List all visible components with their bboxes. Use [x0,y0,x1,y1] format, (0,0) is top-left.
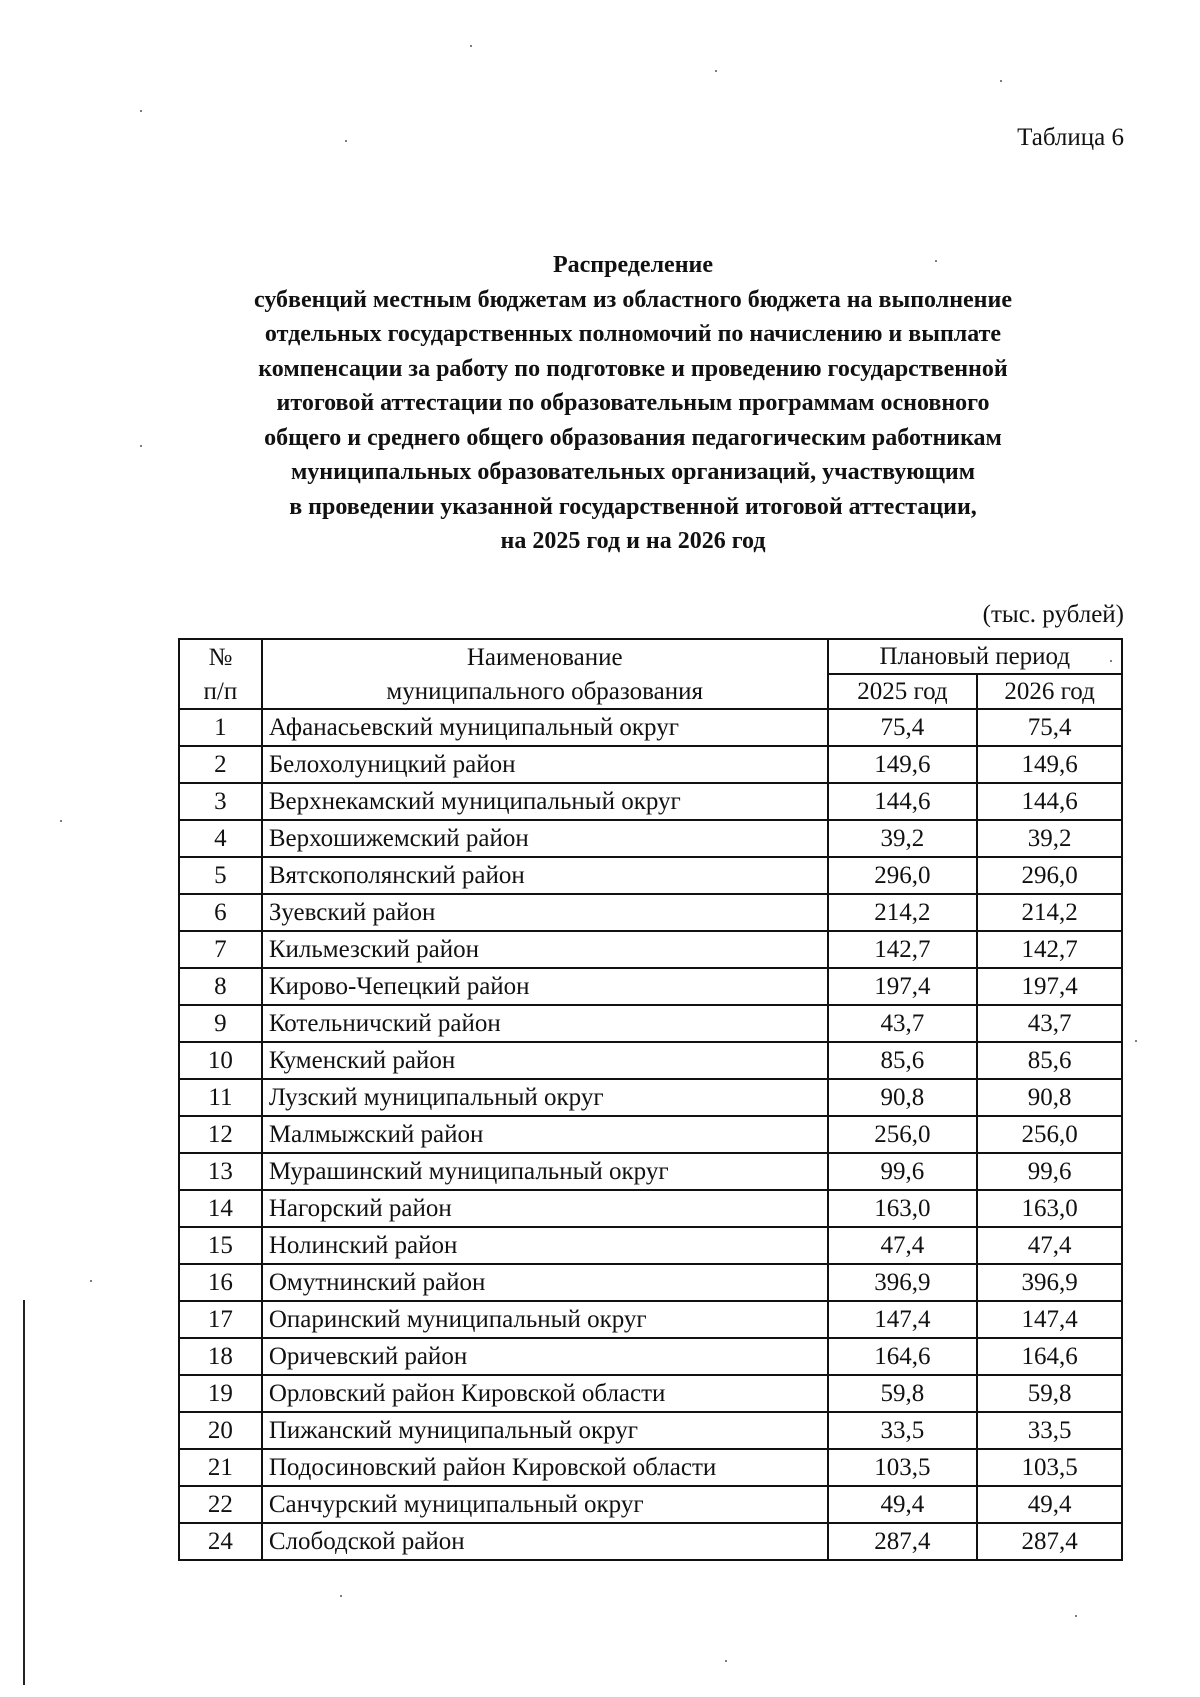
row-value-2025: 142,7 [828,931,978,968]
row-name: Оричевский район [262,1338,828,1375]
scan-speck [1075,1615,1077,1617]
row-value-2026: 396,9 [977,1264,1122,1301]
row-num: 6 [179,894,262,931]
table-row [179,1301,1122,1338]
row-value-2025: 43,7 [828,1005,978,1042]
row-name: Кирово-Чепецкий район [262,968,828,1005]
table-row [179,1375,1122,1412]
header-name-line1: Наименование [466,643,623,671]
row-value-2025: 39,2 [828,820,978,857]
header-num [179,639,262,674]
table-row [179,1079,1122,1116]
row-value-2025: 144,6 [828,783,978,820]
title-line: отдельных государственных полномочий по начислению и выплате [264,321,1002,347]
scan-speck [715,70,717,72]
row-value-2026: 164,6 [977,1338,1122,1375]
row-name: Вятскополянский район [262,857,828,894]
table-row [179,968,1122,1005]
scan-speck [60,820,62,822]
row-value-2026: 103,5 [977,1449,1122,1486]
table-row [179,1449,1122,1486]
row-value-2026: 47,4 [977,1227,1122,1264]
row-name: Верхошижемский район [262,820,828,857]
table-row [179,1190,1122,1227]
row-value-2026: 197,4 [977,968,1122,1005]
row-num: 3 [179,783,262,820]
table-row [179,1412,1122,1449]
table-row [179,1042,1122,1079]
title-line: в проведении указанной государственной итоговой аттестации, [289,493,977,520]
title-line: итоговой аттестации по образовательным программам основного [276,390,990,416]
row-name: Малмыжский район [262,1116,828,1153]
scan-speck [1110,660,1112,662]
scan-speck [1000,80,1002,82]
table-row [179,1523,1122,1560]
row-value-2026: 43,7 [977,1005,1122,1042]
row-value-2025: 49,4 [828,1486,978,1523]
row-num: 10 [179,1042,262,1079]
table-row [179,1005,1122,1042]
row-value-2026: 75,4 [977,709,1122,746]
scan-speck [470,45,472,47]
row-value-2025: 296,0 [828,857,978,894]
header-name-sub [262,674,828,709]
row-num: 18 [179,1338,262,1375]
header-num-sub [179,674,262,709]
row-name: Лузский муниципальный округ [262,1079,828,1116]
row-num: 21 [179,1449,262,1486]
row-value-2026: 214,2 [977,894,1122,931]
scan-speck [140,110,142,112]
row-value-2026: 49,4 [977,1486,1122,1523]
table-row [179,1227,1122,1264]
table-row [179,857,1122,894]
row-value-2026: 147,4 [977,1301,1122,1338]
row-num: 24 [179,1523,262,1560]
row-value-2025: 75,4 [828,709,978,746]
row-value-2026: 99,6 [977,1153,1122,1190]
row-num: 22 [179,1486,262,1523]
scan-speck [345,140,347,142]
row-value-2026: 296,0 [977,857,1122,894]
row-value-2026: 90,8 [977,1079,1122,1116]
row-value-2025: 287,4 [828,1523,978,1560]
table-label: Таблица 6 [1017,124,1124,151]
row-name: Омутнинский район [262,1264,828,1301]
row-value-2026: 287,4 [977,1523,1122,1560]
table-header [179,639,1122,709]
row-value-2025: 33,5 [828,1412,978,1449]
title-line: компенсации за работу по подготовке и проведению государственной [258,355,1008,382]
row-name: Котельничский район [262,1005,828,1042]
row-value-2026: 144,6 [977,783,1122,820]
table-row [179,1486,1122,1523]
row-name: Санчурский муниципальный округ [262,1486,828,1523]
row-num: 5 [179,857,262,894]
row-name: Пижанский муниципальный округ [262,1412,828,1449]
row-value-2025: 147,4 [828,1301,978,1338]
row-value-2025: 47,4 [828,1227,978,1264]
header-num-line2: п/п [203,677,238,705]
table-row [179,894,1122,931]
table-row [179,1338,1122,1375]
table-row [179,783,1122,820]
title-line: на 2025 год и на 2026 год [500,528,766,554]
units-note: (тыс. рублей) [982,601,1124,628]
row-value-2025: 59,8 [828,1375,978,1412]
subsidy-table [178,638,1123,1561]
scan-speck [725,1660,727,1662]
row-num: 15 [179,1227,262,1264]
header-period: Плановый период [828,639,1122,674]
row-name: Афанасьевский муниципальный округ [262,709,828,746]
row-value-2025: 103,5 [828,1449,978,1486]
row-value-2025: 149,6 [828,746,978,783]
row-num: 16 [179,1264,262,1301]
table-row [179,1116,1122,1153]
row-name: Мурашинский муниципальный округ [262,1153,828,1190]
row-num: 12 [179,1116,262,1153]
row-value-2025: 197,4 [828,968,978,1005]
row-name: Слободской район [262,1523,828,1560]
header-name [262,639,828,674]
row-value-2026: 142,7 [977,931,1122,968]
title-line: субвенций местным бюджетам из областного бюджета на выполнение [253,286,1012,313]
row-num: 17 [179,1301,262,1338]
header-year-2025: 2025 год [828,674,978,709]
row-value-2025: 164,6 [828,1338,978,1375]
title-line: муниципальных образовательных организаций, участвующим [290,459,976,485]
row-name: Орловский район Кировской области [262,1375,828,1412]
row-name: Кильмезский район [262,931,828,968]
row-name: Опаринский муниципальный округ [262,1301,828,1338]
scan-speck [90,1280,92,1282]
row-value-2026: 163,0 [977,1190,1122,1227]
table-row [179,931,1122,968]
row-value-2026: 149,6 [977,746,1122,783]
row-num: 13 [179,1153,262,1190]
row-num: 8 [179,968,262,1005]
table-row [179,820,1122,857]
row-num: 9 [179,1005,262,1042]
row-num: 14 [179,1190,262,1227]
row-value-2026: 33,5 [977,1412,1122,1449]
row-name: Белохолуницкий район [262,746,828,783]
row-value-2026: 59,8 [977,1375,1122,1412]
scan-margin-line [23,1300,25,1685]
row-num: 4 [179,820,262,857]
document-title [170,248,1096,559]
row-name: Верхнекамский муниципальный округ [262,783,828,820]
row-name: Куменский район [262,1042,828,1079]
row-num: 1 [179,709,262,746]
title-line: общего и среднего общего образования педагогическим работникам [264,424,1002,451]
row-name: Зуевский район [262,894,828,931]
scan-speck [935,260,937,262]
row-value-2025: 214,2 [828,894,978,931]
row-value-2025: 85,6 [828,1042,978,1079]
row-num: 11 [179,1079,262,1116]
row-value-2025: 396,9 [828,1264,978,1301]
table-row [179,709,1122,746]
row-name: Нолинский район [262,1227,828,1264]
row-name: Нагорский район [262,1190,828,1227]
title-heading: Распределение [552,252,714,278]
row-value-2025: 90,8 [828,1079,978,1116]
row-name: Подосиновский район Кировской области [262,1449,828,1486]
table-row [179,1264,1122,1301]
row-value-2025: 99,6 [828,1153,978,1190]
row-num: 20 [179,1412,262,1449]
row-num: 7 [179,931,262,968]
table-row [179,1153,1122,1190]
row-value-2026: 256,0 [977,1116,1122,1153]
scan-speck [340,1595,342,1597]
header-num-line1: № [208,643,233,671]
row-num: 2 [179,746,262,783]
row-value-2025: 256,0 [828,1116,978,1153]
row-value-2025: 163,0 [828,1190,978,1227]
scan-speck [1135,1040,1137,1042]
header-name-line2: муниципального образования [386,677,703,705]
table-body [179,709,1122,1560]
header-year-2026: 2026 год [977,674,1122,709]
table-row [179,746,1122,783]
row-num: 19 [179,1375,262,1412]
row-value-2026: 85,6 [977,1042,1122,1079]
row-value-2026: 39,2 [977,820,1122,857]
scan-speck [140,445,142,447]
